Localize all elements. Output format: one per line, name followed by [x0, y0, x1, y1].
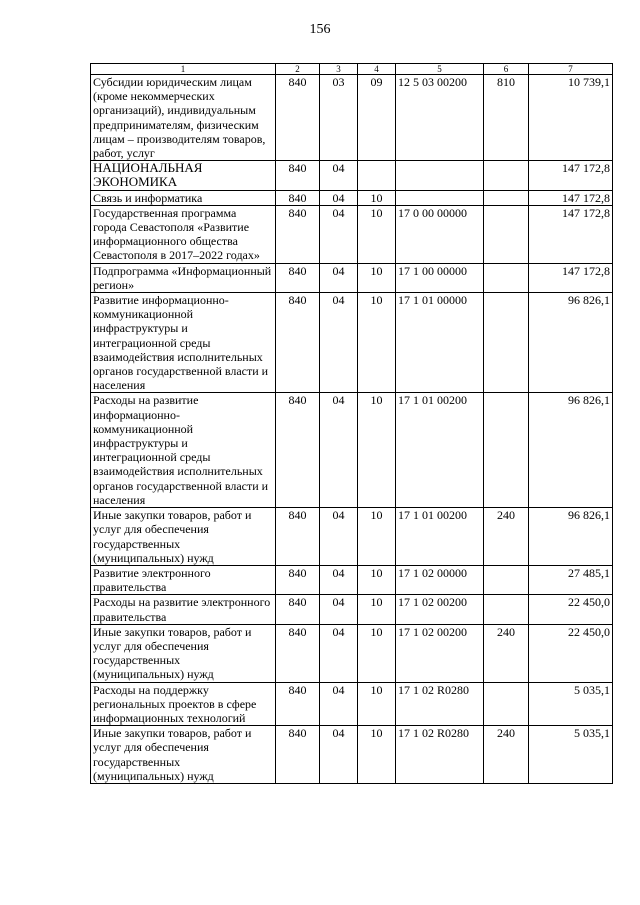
row-grbs-cell: 840 — [276, 190, 320, 205]
row-name-cell: Иные закупки товаров, работ и услуг для обеспечения государственных (муниципальных) нужд — [91, 624, 276, 682]
row-target-article-cell: 17 1 00 00000 — [396, 263, 484, 292]
table-body — [91, 64, 613, 784]
row-target-article-cell: 17 1 01 00200 — [396, 393, 484, 508]
column-number-7: 7 — [529, 64, 613, 75]
row-section-cell: 04 — [320, 263, 358, 292]
row-subsection-cell — [358, 161, 396, 190]
row-name-cell: Расходы на поддержку региональных проектов в сфере информационных технологий — [91, 682, 276, 726]
column-number-6: 6 — [484, 64, 529, 75]
table-row — [91, 682, 613, 726]
row-grbs-cell: 840 — [276, 595, 320, 624]
row-subsection-cell: 10 — [358, 205, 396, 263]
row-section-cell: 04 — [320, 161, 358, 190]
row-amount-cell: 22 450,0 — [529, 624, 613, 682]
table-row — [91, 393, 613, 508]
row-expense-type-cell — [484, 682, 529, 726]
row-subsection-cell: 10 — [358, 293, 396, 393]
row-amount-cell: 10 739,1 — [529, 75, 613, 161]
column-number-2: 2 — [276, 64, 320, 75]
table-row — [91, 293, 613, 393]
row-expense-type-cell — [484, 161, 529, 190]
row-name-cell: Расходы на развитие информационно-коммуникационной инфраструктуры и интеграционной среды взаимодействия исполнительных органов государственной власти и населения — [91, 393, 276, 508]
row-name-cell: Развитие информационно-коммуникационной инфраструктуры и интеграционной среды взаимодействия исполнительных органов государственной власти и населения — [91, 293, 276, 393]
row-subsection-cell: 10 — [358, 682, 396, 726]
row-target-article-cell: 17 1 02 00000 — [396, 565, 484, 594]
row-expense-type-cell: 240 — [484, 508, 529, 566]
row-subsection-cell: 10 — [358, 508, 396, 566]
row-subsection-cell: 10 — [358, 595, 396, 624]
row-expense-type-cell — [484, 190, 529, 205]
row-name-cell: Иные закупки товаров, работ и услуг для обеспечения государственных (муниципальных) нужд — [91, 726, 276, 784]
row-name-cell: Субсидии юридическим лицам (кроме некоммерческих организаций), индивидуальным предпринимателям, физическим лицам – производителям товаров, работ, услуг — [91, 75, 276, 161]
row-grbs-cell: 840 — [276, 293, 320, 393]
row-section-cell: 03 — [320, 75, 358, 161]
row-name-cell: Подпрограмма «Информационный регион» — [91, 263, 276, 292]
column-number-row — [91, 64, 613, 75]
table-row — [91, 565, 613, 594]
row-target-article-cell: 17 1 02 R0280 — [396, 682, 484, 726]
row-grbs-cell: 840 — [276, 726, 320, 784]
row-subsection-cell: 10 — [358, 565, 396, 594]
row-subsection-cell: 09 — [358, 75, 396, 161]
row-grbs-cell: 840 — [276, 393, 320, 508]
column-number-5: 5 — [396, 64, 484, 75]
row-target-article-cell — [396, 190, 484, 205]
row-target-article-cell: 17 1 01 00000 — [396, 293, 484, 393]
row-section-cell: 04 — [320, 393, 358, 508]
row-grbs-cell: 840 — [276, 75, 320, 161]
row-name-cell: Развитие электронного правительства — [91, 565, 276, 594]
budget-table — [90, 63, 613, 784]
row-grbs-cell: 840 — [276, 565, 320, 594]
row-section-cell: 04 — [320, 624, 358, 682]
row-section-cell: 04 — [320, 508, 358, 566]
row-amount-cell: 147 172,8 — [529, 263, 613, 292]
row-grbs-cell: 840 — [276, 263, 320, 292]
row-amount-cell: 147 172,8 — [529, 190, 613, 205]
page-number: 156 — [309, 22, 331, 37]
row-expense-type-cell: 810 — [484, 75, 529, 161]
row-section-cell: 04 — [320, 293, 358, 393]
row-section-cell: 04 — [320, 190, 358, 205]
column-number-1: 1 — [91, 64, 276, 75]
row-expense-type-cell — [484, 565, 529, 594]
row-grbs-cell: 840 — [276, 682, 320, 726]
row-expense-type-cell — [484, 393, 529, 508]
row-name-cell: НАЦИОНАЛЬНАЯ ЭКОНОМИКА — [91, 161, 276, 190]
row-expense-type-cell — [484, 205, 529, 263]
row-amount-cell: 27 485,1 — [529, 565, 613, 594]
row-grbs-cell: 840 — [276, 161, 320, 190]
row-name-cell: Государственная программа города Севастополя «Развитие информационного общества Севастополя в 2017–2022 годах» — [91, 205, 276, 263]
row-target-article-cell — [396, 161, 484, 190]
row-target-article-cell: 17 1 02 R0280 — [396, 726, 484, 784]
row-section-cell: 04 — [320, 565, 358, 594]
column-number-3: 3 — [320, 64, 358, 75]
row-expense-type-cell — [484, 293, 529, 393]
row-subsection-cell: 10 — [358, 190, 396, 205]
row-amount-cell: 147 172,8 — [529, 205, 613, 263]
row-target-article-cell: 17 1 02 00200 — [396, 624, 484, 682]
row-section-cell: 04 — [320, 726, 358, 784]
row-amount-cell: 96 826,1 — [529, 293, 613, 393]
row-name-cell: Иные закупки товаров, работ и услуг для обеспечения государственных (муниципальных) нужд — [91, 508, 276, 566]
row-subsection-cell: 10 — [358, 624, 396, 682]
row-expense-type-cell: 240 — [484, 726, 529, 784]
row-subsection-cell: 10 — [358, 726, 396, 784]
row-amount-cell: 147 172,8 — [529, 161, 613, 190]
table-row — [91, 205, 613, 263]
row-target-article-cell: 12 5 03 00200 — [396, 75, 484, 161]
row-section-cell: 04 — [320, 595, 358, 624]
table-row — [91, 263, 613, 292]
row-subsection-cell: 10 — [358, 263, 396, 292]
row-grbs-cell: 840 — [276, 624, 320, 682]
column-number-4: 4 — [358, 64, 396, 75]
row-target-article-cell: 17 0 00 00000 — [396, 205, 484, 263]
row-name-cell: Связь и информатика — [91, 190, 276, 205]
row-amount-cell: 22 450,0 — [529, 595, 613, 624]
table-row — [91, 75, 613, 161]
table-row — [91, 624, 613, 682]
row-amount-cell: 96 826,1 — [529, 393, 613, 508]
row-name-cell: Расходы на развитие электронного правительства — [91, 595, 276, 624]
row-grbs-cell: 840 — [276, 205, 320, 263]
table-row — [91, 595, 613, 624]
table-row — [91, 190, 613, 205]
table-row — [91, 161, 613, 190]
row-target-article-cell: 17 1 02 00200 — [396, 595, 484, 624]
row-subsection-cell: 10 — [358, 393, 396, 508]
row-grbs-cell: 840 — [276, 508, 320, 566]
table-row — [91, 726, 613, 784]
row-expense-type-cell — [484, 263, 529, 292]
row-section-cell: 04 — [320, 205, 358, 263]
row-expense-type-cell: 240 — [484, 624, 529, 682]
row-amount-cell: 96 826,1 — [529, 508, 613, 566]
row-amount-cell: 5 035,1 — [529, 726, 613, 784]
table-row — [91, 508, 613, 566]
row-expense-type-cell — [484, 595, 529, 624]
row-section-cell: 04 — [320, 682, 358, 726]
row-amount-cell: 5 035,1 — [529, 682, 613, 726]
row-target-article-cell: 17 1 01 00200 — [396, 508, 484, 566]
